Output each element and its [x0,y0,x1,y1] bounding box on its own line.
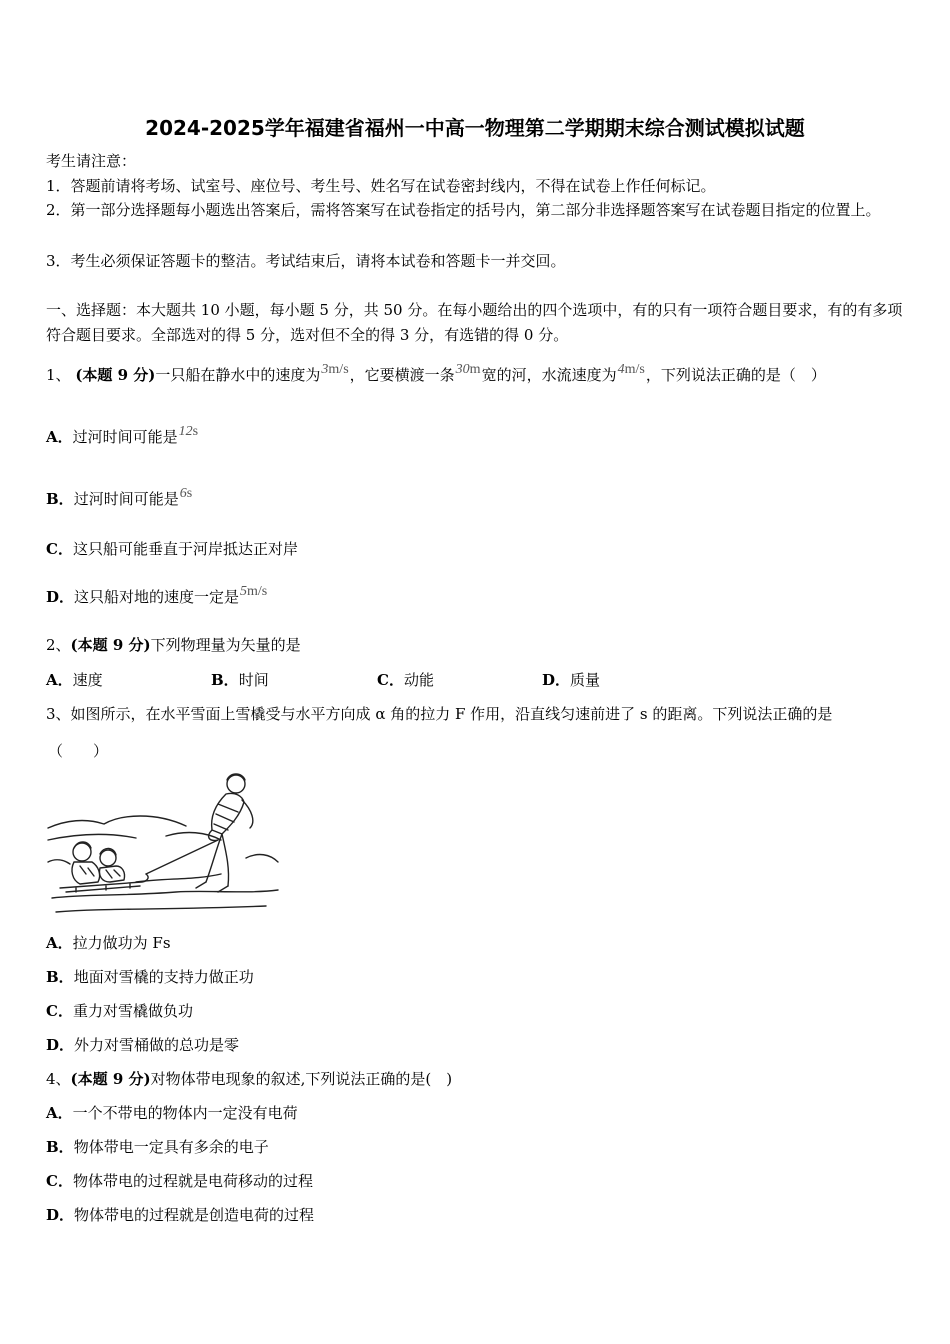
q1-option-a: A．过河时间可能是12s [46,424,199,446]
q2-option-c: C．动能 [377,671,434,689]
section-1-instructions: 一、选择题：本大题共 10 小题，每小题 5 分，共 50 分。在每小题给出的四个选项中，有的只有一项符合题目要求，有的有多项符合题目要求。全部选对的得 5 分，选对但不全的得 3 分，有选错的得 0 分。 [46,301,903,344]
q4-option-d: D．物体带电的过程就是创造电荷的过程 [46,1206,315,1224]
notice-item-1: 1．答题前请将考场、试室号、座位号、考生号、姓名写在试卷密封线内，不得在试卷上作任何标记。 [46,177,716,195]
formula-water-speed: 4m/s [617,362,645,377]
notice-header: 考生请注意： [46,152,137,170]
formula-time-12s: 12s [178,424,199,439]
q3-option-a: A．拉力做功为 Fs [46,934,171,952]
sled-illustration [46,770,280,918]
q1-option-d: D．这只船对地的速度一定是5m/s [46,584,268,606]
q3-option-b: B．地面对雪橇的支持力做正功 [46,968,254,986]
question-2: 2、(本题 9 分)下列物理量为矢量的是 [46,636,301,654]
question-1: 1、 (本题 9 分)一只船在静水中的速度为3m/s，它要横渡一条30m宽的河，水流速度为4m/s，下列说法正确的是（ ） [46,362,826,384]
notice-item-3: 3．考生必须保证答题卡的整洁。考试结束后，请将本试卷和答题卡一并交回。 [46,252,566,270]
question-score: (本题 9 分) [75,366,156,384]
q4-option-b: B．物体带电一定具有多余的电子 [46,1138,269,1156]
formula-boat-speed: 3m/s [321,362,349,377]
formula-time-6s: 6s [179,486,193,501]
notice-item-2: 2．第一部分选择题每小题选出答案后，需将答案写在试卷指定的括号内，第二部分非选择题答案写在试卷题目指定的位置上。 [46,201,881,219]
q4-option-a: A．一个不带电的物体内一定没有电荷 [46,1104,298,1122]
question-3-answer-paren: （ ） [48,742,109,760]
page-title: 2024-2025学年福建省福州一中高一物理第二学期期末综合测试模拟试题 [145,116,805,140]
question-number: 1、 [46,366,71,384]
q1-option-b: B．过河时间可能是6s [46,486,193,508]
q2-option-d: D．质量 [542,671,601,689]
q1-option-c: C．这只船可能垂直于河岸抵达正对岸 [46,540,298,558]
formula-speed-5: 5m/s [240,584,268,599]
q3-option-c: C．重力对雪橇做负功 [46,1002,193,1020]
q2-option-a: A．速度 [46,671,103,689]
question-4: 4、(本题 9 分)对物体带电现象的叙述,下列说法正确的是( ) [46,1070,453,1088]
q2-option-b: B．时间 [211,671,269,689]
formula-river-width: 30m [455,362,481,377]
question-3: 3、如图所示，在水平雪面上雪橇受与水平方向成 α 角的拉力 F 作用，沿直线匀速前进了 s 的距离。下列说法正确的是 [46,705,833,723]
q4-option-c: C．物体带电的过程就是电荷移动的过程 [46,1172,313,1190]
q3-option-d: D．外力对雪桶做的总功是零 [46,1036,240,1054]
